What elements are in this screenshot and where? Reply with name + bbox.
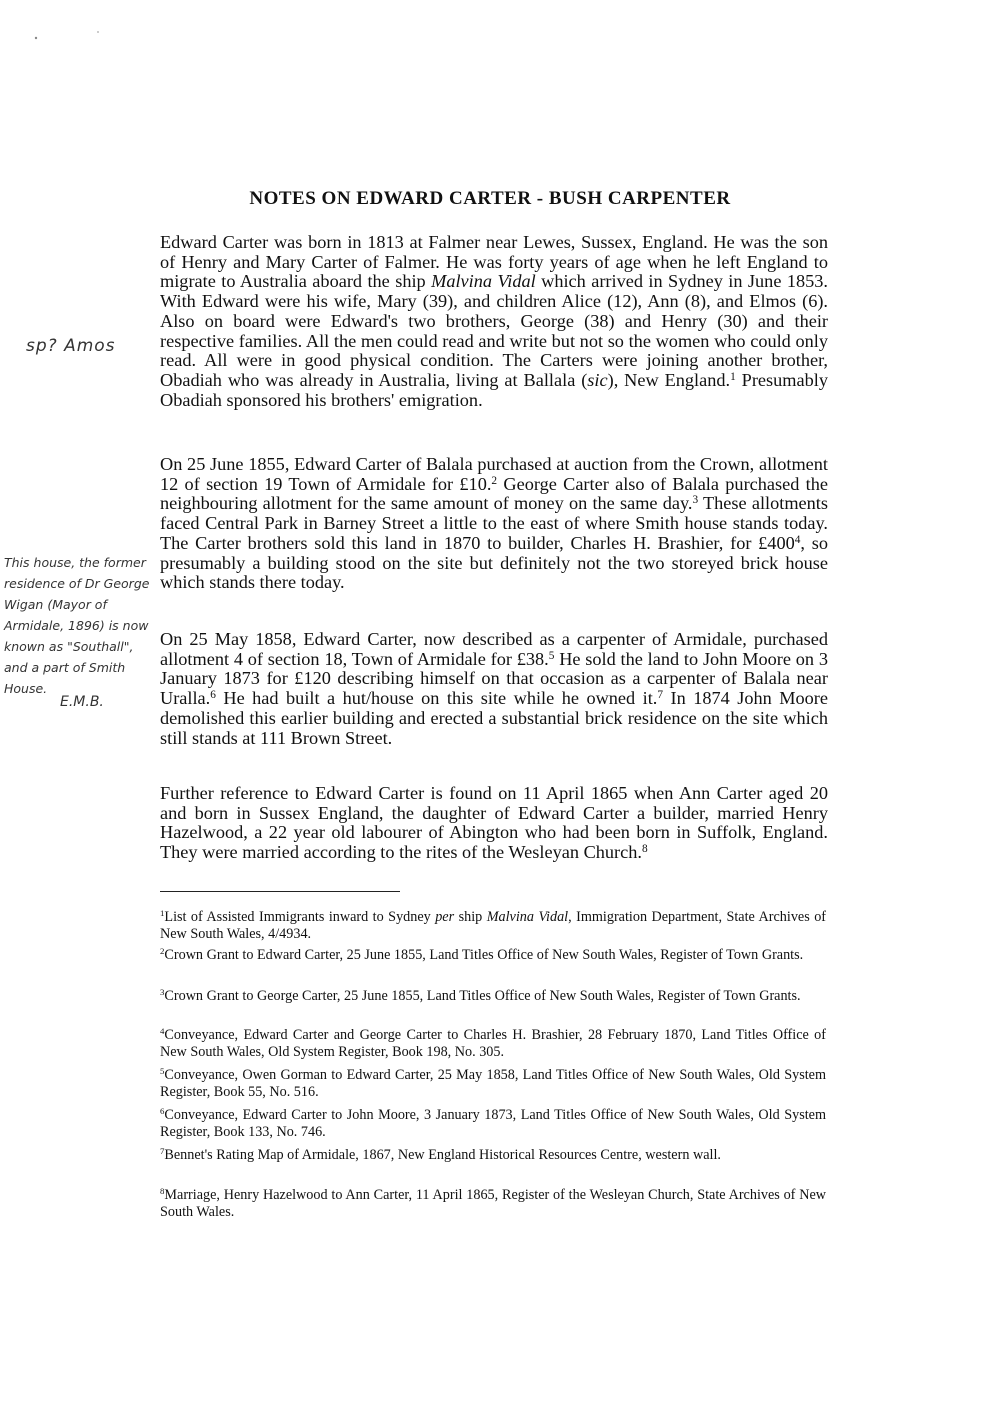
paragraph-4 [160,784,828,863]
text-run: Bennet's Rating Map of Armidale, 1867, New England Historical Resources Centre, western wall. [164,1147,721,1163]
footnote-ref: 8 [160,1186,165,1197]
text-run: , so presumably a building stood on the site but definitely not the two storeyed brick house which stands there today. [160,532,828,593]
italic-text: sic [587,369,608,390]
footnote-divider [160,891,400,892]
text-run: which arrived in Sydney in June 1853. With Edward were his wife, Mary (39), and children Alice (12), Ann (8), and Elmos (6). Also on board were Edward's two brothers, George (38) and Henry (30) and their respective families. All the men could read and write but not so the women who could only read. All were in good physical condition. The Carters were joining another brother, Obadiah who was already in Australia, living at Ballala ( [160,271,828,390]
italic-text: Malvina Vidal [431,271,536,292]
footnote-ref: 6 [160,1106,165,1117]
footnote-ref: 5 [160,1066,165,1077]
footnote-ref: 6 [210,688,216,701]
text-run: On 25 June 1855, Edward Carter of Balala purchased at auction from the Crown, allotment 12 of section 19 Town of Armidale for £10. [160,454,828,494]
text-run: Conveyance, Edward Carter to John Moore, 3 January 1873, Land Titles Office of New South Wales, Old System Register, Book 133, No. 746. [160,1107,826,1140]
footnote-6 [160,1107,826,1141]
footnote-ref: 4 [794,533,801,546]
text-run: George Carter also of Balala purchased the neighbouring allotment for the same amount of money on the same day. [160,473,829,514]
text-run: List of Assisted Immigrants inward to Sydney [164,909,436,925]
footnote-8 [160,1187,826,1221]
text-run: Conveyance, Owen Gorman to Edward Carter, 25 May 1858, Land Titles Office of New South Wales, Old System Register, Book 55, No. 516. [160,1067,826,1100]
text-run: Marriage, Henry Hazelwood to Ann Carter, 11 April 1865, Register of the Wesleyan Church, State Archives of New South Wales. [160,1187,826,1220]
handwritten-amos-note: sp? Amos [26,336,116,356]
footnote-ref: 5 [548,649,555,662]
paragraph-2 [160,455,828,593]
handwritten-margin-note: This house, the former residence of Dr George Wigan (Mayor of Armidale, 1896) is now known as "Southall", and a part of Smith House. [4,555,150,696]
footnote-ref: 2 [160,946,165,957]
text-run: He had built a hut/house on this site while he owned it. [215,688,658,709]
text-run: Conveyance, Edward Carter and George Carter to Charles H. Brashier, 28 February 1870, Land Titles Office of New South Wales, Old System Register, Book 198, No. 305. [160,1027,826,1060]
scan-specks [30,28,110,48]
italic-text: per [435,909,455,925]
text-run: In 1874 John Moore demolished this earlier building and erected a substantial brick residence on the site which still stands at 111 Brown Street. [160,688,828,748]
handwritten-initials: E.M.B. [60,694,104,710]
paragraph-3 [160,630,828,748]
footnote-5 [160,1067,826,1101]
footnote-ref: 3 [160,987,165,998]
footnote-ref: 8 [641,842,648,855]
footnote-ref: 7 [160,1146,165,1157]
footnote-4 [160,1027,826,1061]
text-run: On 25 May 1858, Edward Carter, now described as a carpenter of Armidale, purchased allotment 4 of section 18, Town of Armidale for £38. [160,629,828,669]
footnote-7 [160,1147,826,1164]
paragraph-1 [160,233,828,410]
text-run: Presumably Obadiah sponsored his brothers' emigration. [160,369,828,410]
footnote-ref: 4 [160,1026,165,1037]
text-run: These allotments faced Central Park in Barney Street a little to the east of where Smith house stands today. The Carter brothers sold this land in 1870 to builder, Charles H. Brashier, for £400 [160,493,828,553]
page-title: NOTES ON EDWARD CARTER - BUSH CARPENTER [249,188,731,209]
footnote-ref: 7 [657,688,664,701]
text-run: ship [454,909,487,925]
footnote-ref: 1 [160,908,165,919]
text-run: He sold the land to John Moore on 3 January 1873 for £120 describing himself on that occasion as a carpenter of Balala near Uralla. [160,648,828,709]
footnote-2 [160,947,826,964]
text-run: Crown Grant to George Carter, 25 June 1855, Land Titles Office of New South Wales, Register of Town Grants. [164,988,801,1004]
text-run: Edward Carter was born in 1813 at Falmer near Lewes, Sussex, England. He was the son of Henry and Mary Carter of Falmer. He was forty years of age when he left England to migrate to Australia aboard the ship [160,232,828,292]
footnote-1 [160,909,826,943]
footnote-ref: 3 [692,494,699,507]
footnote-ref: 1 [730,370,736,383]
italic-text: Malvina Vidal [486,909,569,925]
footnote-ref: 2 [491,474,498,487]
text-run: ), New England. [607,369,731,390]
text-run: Further reference to Edward Carter is found on 11 April 1865 when Ann Carter aged 20 and born in Sussex England, the daughter of Edward Carter a builder, married Henry Hazelwood, a 22 year old labourer of Abington who had been born in Suffolk, England. They were married according to the rites of the Wesleyan Church. [160,783,828,863]
text-run: Crown Grant to Edward Carter, 25 June 1855, Land Titles Office of New South Wales, Register of Town Grants. [164,947,804,963]
footnote-3 [160,988,826,1005]
text-run: , Immigration Department, State Archives of New South Wales, 4/4934. [160,909,827,942]
